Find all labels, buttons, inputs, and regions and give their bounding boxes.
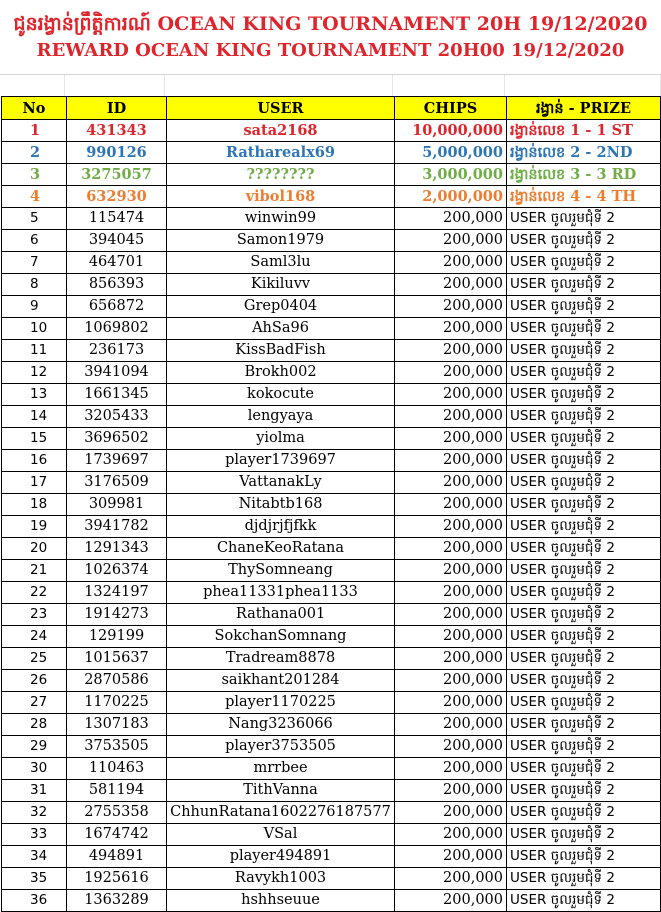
cell-prize: USER ចូលរួមជុំទី 2: [507, 318, 661, 340]
cell-id: 1674742: [67, 824, 167, 846]
cell-user: Ratharealx69: [167, 142, 395, 164]
cell-no: 3: [2, 164, 67, 186]
cell-id: 3205433: [67, 406, 167, 428]
blank-row: [0, 74, 661, 97]
cell-chips: 200,000: [395, 384, 507, 406]
cell-prize: USER ចូលរួមជុំទី 2: [507, 362, 661, 384]
cell-prize: USER ចូលរួមជុំទី 2: [507, 406, 661, 428]
cell-chips: 200,000: [395, 582, 507, 604]
table-row: [2, 450, 661, 472]
cell-prize: រង្វាន់លេខ 1 - 1 ST: [507, 120, 661, 142]
cell-chips: 200,000: [395, 714, 507, 736]
cell-id: 1170225: [67, 692, 167, 714]
cell-id: 3941782: [67, 516, 167, 538]
cell-prize: USER ចូលរួមជុំទី 2: [507, 802, 661, 824]
cell-no: 5: [2, 208, 67, 230]
cell-id: 309981: [67, 494, 167, 516]
table-row: [2, 494, 661, 516]
cell-prize: USER ចូលរួមជុំទី 2: [507, 208, 661, 230]
cell-id: 394045: [67, 230, 167, 252]
table-row: [2, 802, 661, 824]
column-header-id: ID: [67, 97, 167, 120]
cell-chips: 200,000: [395, 802, 507, 824]
cell-chips: 200,000: [395, 318, 507, 340]
cell-prize: USER ចូលរួមជុំទី 2: [507, 384, 661, 406]
cell-user: player1170225: [167, 692, 395, 714]
cell-id: 1925616: [67, 868, 167, 890]
column-header-user: USER: [167, 97, 395, 120]
cell-user: Ravykh1003: [167, 868, 395, 890]
cell-user: AhSa96: [167, 318, 395, 340]
cell-user: ChaneKeoRatana: [167, 538, 395, 560]
cell-prize: USER ចូលរួមជុំទី 2: [507, 340, 661, 362]
cell-no: 26: [2, 670, 67, 692]
table-row: [2, 890, 661, 912]
cell-user: djdjrjfjfkk: [167, 516, 395, 538]
cell-prize: រង្វាន់លេខ 3 - 3 RD: [507, 164, 661, 186]
cell-prize: USER ចូលរួមជុំទី 2: [507, 692, 661, 714]
cell-chips: 200,000: [395, 758, 507, 780]
winner-row: [2, 164, 661, 186]
cell-prize: USER ចូលរួមជុំទី 2: [507, 604, 661, 626]
cell-id: 1914273: [67, 604, 167, 626]
cell-no: 36: [2, 890, 67, 912]
table-row: [2, 384, 661, 406]
cell-prize: USER ចូលរួមជុំទី 2: [507, 582, 661, 604]
cell-no: 19: [2, 516, 67, 538]
cell-prize: USER ចូលរួមជុំទី 2: [507, 516, 661, 538]
cell-user: Brokh002: [167, 362, 395, 384]
cell-chips: 200,000: [395, 516, 507, 538]
table-row: [2, 340, 661, 362]
cell-no: 11: [2, 340, 67, 362]
page-subtitle: REWARD OCEAN KING TOURNAMENT 20H00 19/12/2020: [36, 40, 625, 61]
cell-id: 3275057: [67, 164, 167, 186]
cell-prize: USER ចូលរួមជុំទី 2: [507, 450, 661, 472]
cell-user: Samon1979: [167, 230, 395, 252]
cell-id: 110463: [67, 758, 167, 780]
cell-no: 21: [2, 560, 67, 582]
cell-user: Tradream8878: [167, 648, 395, 670]
winner-row: [2, 142, 661, 164]
cell-prize: USER ចូលរួមជុំទី 2: [507, 472, 661, 494]
table-row: [2, 538, 661, 560]
cell-id: 2755358: [67, 802, 167, 824]
table-row: [2, 670, 661, 692]
cell-user: ????????: [167, 164, 395, 186]
cell-id: 3941094: [67, 362, 167, 384]
cell-no: 12: [2, 362, 67, 384]
cell-no: 28: [2, 714, 67, 736]
cell-user: TithVanna: [167, 780, 395, 802]
table-row: [2, 274, 661, 296]
table-row: [2, 582, 661, 604]
cell-user: Grep0404: [167, 296, 395, 318]
cell-chips: 200,000: [395, 362, 507, 384]
cell-chips: 200,000: [395, 890, 507, 912]
cell-id: 656872: [67, 296, 167, 318]
cell-prize: USER ចូលរួមជុំទី 2: [507, 560, 661, 582]
cell-no: 7: [2, 252, 67, 274]
cell-no: 15: [2, 428, 67, 450]
cell-chips: 200,000: [395, 274, 507, 296]
column-header-prize: រង្វាន់ - PRIZE: [507, 97, 661, 120]
cell-no: 31: [2, 780, 67, 802]
cell-no: 35: [2, 868, 67, 890]
table-row: [2, 780, 661, 802]
winner-row: [2, 186, 661, 208]
cell-prize: USER ចូលរួមជុំទី 2: [507, 274, 661, 296]
cell-id: 1661345: [67, 384, 167, 406]
cell-id: 464701: [67, 252, 167, 274]
cell-user: ChhunRatana1602276187577: [167, 802, 395, 824]
cell-user: ThySomneang: [167, 560, 395, 582]
cell-chips: 200,000: [395, 450, 507, 472]
cell-prize: រង្វាន់លេខ 2 - 2ND: [507, 142, 661, 164]
cell-prize: USER ចូលរួមជុំទី 2: [507, 890, 661, 912]
cell-prize: USER ចូលរួមជុំទី 2: [507, 428, 661, 450]
cell-user: Saml3lu: [167, 252, 395, 274]
cell-user: phea11331phea1133: [167, 582, 395, 604]
cell-id: 1739697: [67, 450, 167, 472]
page-title: ជូនរង្វាន់ព្រឹត្តិការណ៍ OCEAN KING TOURNAMENT 20H 19/12/2020: [13, 13, 648, 35]
cell-chips: 200,000: [395, 560, 507, 582]
table-row: [2, 318, 661, 340]
table-row: [2, 208, 661, 230]
cell-no: 25: [2, 648, 67, 670]
cell-prize: USER ចូលរួមជុំទី 2: [507, 296, 661, 318]
table-row: [2, 604, 661, 626]
table-row: [2, 626, 661, 648]
column-header-no: No: [2, 97, 67, 120]
cell-id: 856393: [67, 274, 167, 296]
table-row: [2, 648, 661, 670]
table-row: [2, 560, 661, 582]
cell-id: 236173: [67, 340, 167, 362]
cell-user: lengyaya: [167, 406, 395, 428]
table-row: [2, 362, 661, 384]
cell-user: hshhseuue: [167, 890, 395, 912]
cell-chips: 200,000: [395, 648, 507, 670]
cell-user: VattanakLy: [167, 472, 395, 494]
cell-no: 1: [2, 120, 67, 142]
cell-prize: USER ចូលរួមជុំទី 2: [507, 846, 661, 868]
cell-no: 9: [2, 296, 67, 318]
cell-id: 431343: [67, 120, 167, 142]
cell-user: Kikiluvv: [167, 274, 395, 296]
cell-user: vibol168: [167, 186, 395, 208]
table-row: [2, 252, 661, 274]
table-row: [2, 824, 661, 846]
cell-chips: 200,000: [395, 494, 507, 516]
table-row: [2, 736, 661, 758]
cell-no: 22: [2, 582, 67, 604]
cell-id: 1069802: [67, 318, 167, 340]
cell-chips: 200,000: [395, 736, 507, 758]
table-row: [2, 714, 661, 736]
cell-id: 3176509: [67, 472, 167, 494]
cell-id: 1363289: [67, 890, 167, 912]
cell-user: yiolma: [167, 428, 395, 450]
cell-chips: 200,000: [395, 538, 507, 560]
table-row: [2, 406, 661, 428]
cell-id: 494891: [67, 846, 167, 868]
cell-chips: 200,000: [395, 428, 507, 450]
cell-chips: 200,000: [395, 296, 507, 318]
cell-prize: USER ចូលរួមជុំទី 2: [507, 230, 661, 252]
cell-user: sata2168: [167, 120, 395, 142]
cell-user: winwin99: [167, 208, 395, 230]
cell-user: mrrbee: [167, 758, 395, 780]
cell-prize: USER ចូលរួមជុំទី 2: [507, 736, 661, 758]
cell-user: Nitabtb168: [167, 494, 395, 516]
cell-chips: 200,000: [395, 604, 507, 626]
table-row: [2, 516, 661, 538]
table-row: [2, 472, 661, 494]
cell-no: 2: [2, 142, 67, 164]
cell-chips: 200,000: [395, 846, 507, 868]
cell-chips: 200,000: [395, 626, 507, 648]
cell-no: 32: [2, 802, 67, 824]
table-row: [2, 846, 661, 868]
cell-id: 3696502: [67, 428, 167, 450]
cell-no: 33: [2, 824, 67, 846]
cell-id: 129199: [67, 626, 167, 648]
cell-chips: 10,000,000: [395, 120, 507, 142]
cell-id: 2870586: [67, 670, 167, 692]
cell-no: 6: [2, 230, 67, 252]
cell-no: 24: [2, 626, 67, 648]
cell-no: 18: [2, 494, 67, 516]
cell-user: VSal: [167, 824, 395, 846]
cell-user: Nang3236066: [167, 714, 395, 736]
cell-user: saikhant201284: [167, 670, 395, 692]
cell-chips: 200,000: [395, 780, 507, 802]
cell-id: 1324197: [67, 582, 167, 604]
cell-no: 13: [2, 384, 67, 406]
cell-user: SokchanSomnang: [167, 626, 395, 648]
cell-chips: 3,000,000: [395, 164, 507, 186]
cell-prize: USER ចូលរួមជុំទី 2: [507, 494, 661, 516]
cell-no: 23: [2, 604, 67, 626]
cell-id: 632930: [67, 186, 167, 208]
cell-user: Rathana001: [167, 604, 395, 626]
table-row: [2, 296, 661, 318]
cell-no: 14: [2, 406, 67, 428]
cell-chips: 200,000: [395, 252, 507, 274]
table-row: [2, 230, 661, 252]
cell-id: 1026374: [67, 560, 167, 582]
cell-prize: USER ចូលរួមជុំទី 2: [507, 252, 661, 274]
cell-chips: 200,000: [395, 230, 507, 252]
cell-id: 115474: [67, 208, 167, 230]
cell-id: 990126: [67, 142, 167, 164]
table-header-row: [2, 97, 661, 120]
cell-no: 27: [2, 692, 67, 714]
cell-prize: USER ចូលរួមជុំទី 2: [507, 670, 661, 692]
cell-id: 1015637: [67, 648, 167, 670]
cell-no: 20: [2, 538, 67, 560]
cell-prize: USER ចូលរួមជុំទី 2: [507, 758, 661, 780]
table-row: [2, 428, 661, 450]
cell-prize: USER ចូលរួមជុំទី 2: [507, 714, 661, 736]
table-row: [2, 868, 661, 890]
cell-chips: 200,000: [395, 670, 507, 692]
cell-user: player3753505: [167, 736, 395, 758]
cell-chips: 200,000: [395, 340, 507, 362]
column-header-chips: CHIPS: [395, 97, 507, 120]
cell-chips: 200,000: [395, 208, 507, 230]
cell-prize: USER ចូលរួមជុំទី 2: [507, 626, 661, 648]
table-row: [2, 692, 661, 714]
cell-prize: USER ចូលរួមជុំទី 2: [507, 868, 661, 890]
cell-no: 10: [2, 318, 67, 340]
cell-id: 3753505: [67, 736, 167, 758]
cell-chips: 200,000: [395, 406, 507, 428]
cell-chips: 200,000: [395, 472, 507, 494]
cell-no: 30: [2, 758, 67, 780]
cell-no: 16: [2, 450, 67, 472]
cell-prize: USER ចូលរួមជុំទី 2: [507, 648, 661, 670]
cell-chips: 2,000,000: [395, 186, 507, 208]
cell-chips: 200,000: [395, 824, 507, 846]
cell-prize: រង្វាន់លេខ 4 - 4 TH: [507, 186, 661, 208]
cell-id: 1291343: [67, 538, 167, 560]
cell-chips: 5,000,000: [395, 142, 507, 164]
cell-no: 4: [2, 186, 67, 208]
cell-user: player494891: [167, 846, 395, 868]
cell-prize: USER ចូលរួមជុំទី 2: [507, 824, 661, 846]
cell-no: 17: [2, 472, 67, 494]
cell-chips: 200,000: [395, 868, 507, 890]
reward-table: [1, 96, 661, 912]
cell-user: KissBadFish: [167, 340, 395, 362]
table-row: [2, 758, 661, 780]
cell-user: kokocute: [167, 384, 395, 406]
cell-id: 1307183: [67, 714, 167, 736]
cell-prize: USER ចូលរួមជុំទី 2: [507, 780, 661, 802]
cell-prize: USER ចូលរួមជុំទី 2: [507, 538, 661, 560]
cell-id: 581194: [67, 780, 167, 802]
cell-no: 29: [2, 736, 67, 758]
cell-no: 8: [2, 274, 67, 296]
winner-row: [2, 120, 661, 142]
cell-user: player1739697: [167, 450, 395, 472]
cell-no: 34: [2, 846, 67, 868]
cell-chips: 200,000: [395, 692, 507, 714]
